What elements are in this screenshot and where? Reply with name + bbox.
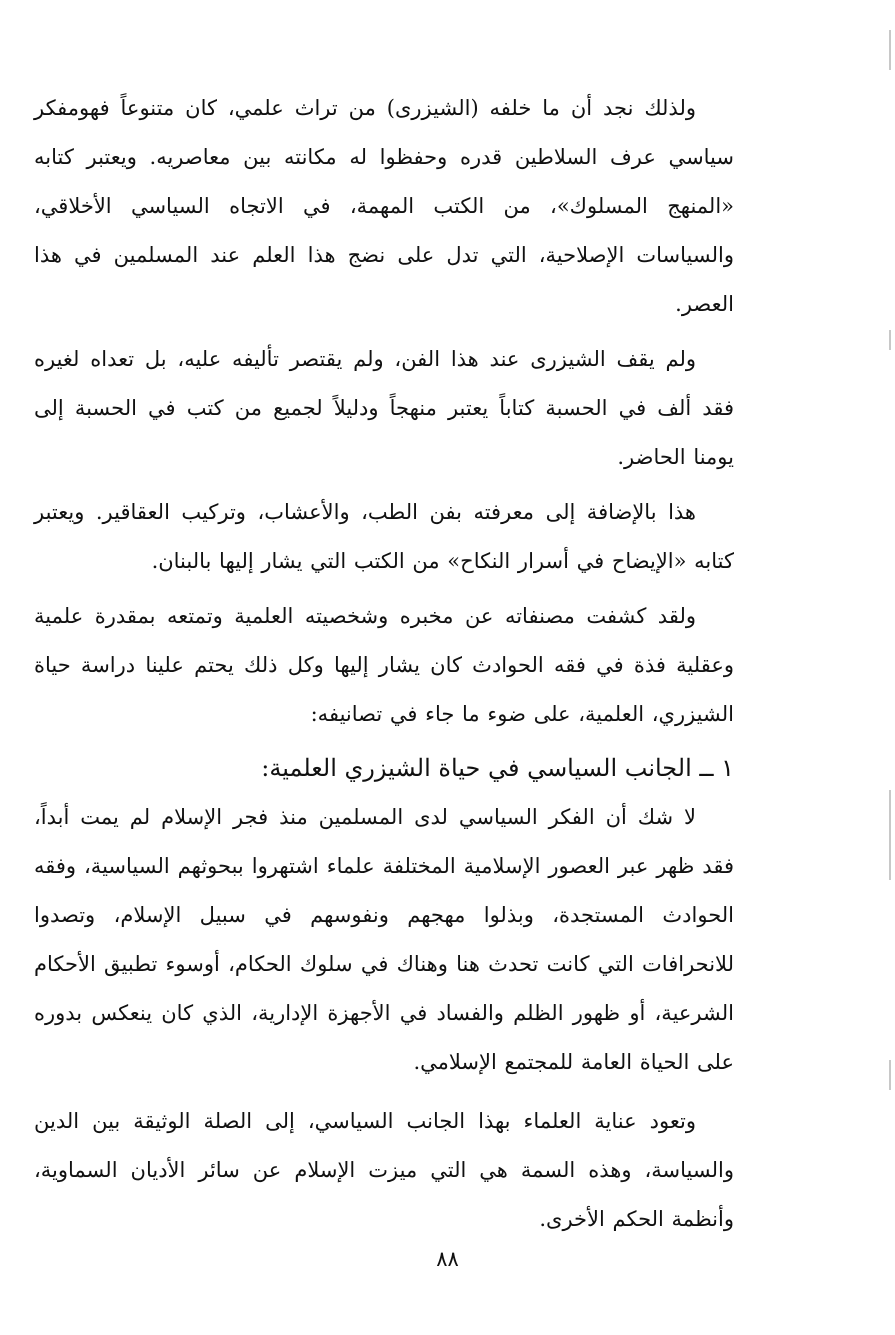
scan-edge-marks: [883, 0, 891, 1335]
paragraph-religion-politics: وتعود عناية العلماء بهذا الجانب السياسي، إلى الصلة الوثيقة بين الدين والسياسة، وهذه السمة هي التي ميزت الإسلام عن سائر الأديان السماوية، وأنظمة الحكم الأخرى.: [34, 1109, 734, 1231]
paragraph-hisba: ولم يقف الشيزرى عند هذا الفن، ولم يقتصر تأليفه عليه، بل تعداه لغيره فقد ألف في الحسبة كتاباً يعتبر منهجاً ودليلاً لجميع من كتب في الحسبة إلى يومنا الحاضر.: [34, 347, 734, 469]
paragraph-intro: ولذلك نجد أن ما خلفه (الشيزرى) من تراث علمي، كان متنوعاً فهومفكر سياسي عرف السلاطين قدره وحفظوا له مكانته بين معاصريه. ويعتبر كتابه «المنهج المسلوك»، من الكتب المهمة، في الاتجاه السياسي الأخلاقي، والسياسات الإصلاحية، التي تدل على نضج هذا العلم عند المسلمين في هذا العصر.: [34, 96, 734, 316]
body-text: [34, 84, 734, 1244]
paragraph-works: ولقد كشفت مصنفاته عن مخبره وشخصيته العلمية وتمتعه بمقدرة علمية وعقلية فذة في فقه الحوادث كان يشار إليها وكل ذلك يحتم علينا دراسة حياة الشيزري، العلمية، على ضوء ما جاء في تصانيفه:: [34, 604, 734, 726]
paragraph-medicine: هذا بالإضافة إلى معرفته بفن الطب، والأعشاب، وتركيب العقاقير. ويعتبر كتابه «الإيضاح في أسرار النكاح» من الكتب التي يشار إليها بالبنان.: [34, 500, 734, 573]
page-number: ٨٨: [436, 1247, 459, 1271]
section-heading: ١ ــ الجانب السياسي في حياة الشيزري العلمية:: [261, 754, 734, 782]
paragraph-political-thought: لا شك أن الفكر السياسي لدى المسلمين منذ فجر الإسلام لم يمت أبداً، فقد ظهر عبر العصور الإسلامية المختلفة علماء اشتهروا ببحوثهم السياسية، وفقه الحوادث المستجدة، وبذلوا مهجهم ونفوسهم في سبيل الإسلام، وتصدوا للانحرافات التي كانت تحدث هنا وهناك في سلوك الحكام، أوسوء تطبيق الأحكام الشرعية، أو ظهور الظلم والفساد في الأجهزة الإدارية، الذي كان ينعكس بدوره على الحياة العامة للمجتمع الإسلامي.: [34, 805, 734, 1074]
